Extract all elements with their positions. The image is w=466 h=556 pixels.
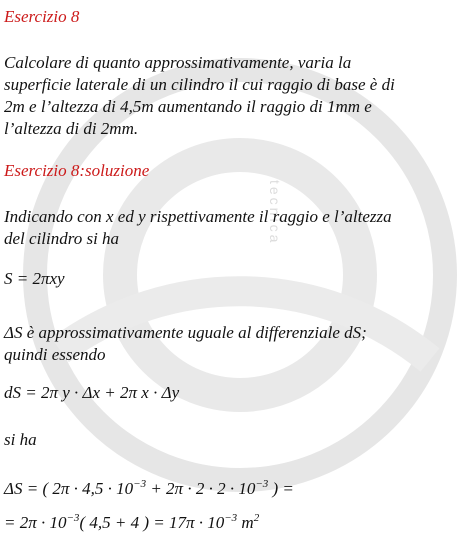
statement-line: l’altezza di di 2mm.	[4, 119, 139, 138]
differential-text	[4, 322, 367, 366]
final2-part-b: ( 4,5 + 4 ) = 17π · 10	[79, 513, 225, 532]
solution-intro	[4, 206, 392, 250]
final1-part-b: + 2π · 2 · 2 · 10	[146, 479, 256, 498]
statement-line: superficie laterale di un cilindro il cui raggio di base è di	[4, 75, 395, 94]
formula-differential: dS = 2π y · Δx + 2π x · Δy	[4, 383, 180, 402]
formula-final-line-1	[4, 478, 294, 500]
final2-exp-1: −3	[66, 512, 80, 524]
watermark-text: tecnica	[267, 180, 283, 246]
formula-final-line-2	[4, 512, 259, 534]
differential-line: ΔS è approssimativamente uguale al differenziale dS;	[4, 323, 367, 342]
final1-exp-2: −3	[255, 478, 269, 490]
exercise-title: Esercizio 8	[4, 7, 80, 26]
final2-part-a: = 2π · 10	[4, 513, 67, 532]
differential-line: quindi essendo	[4, 345, 106, 364]
final1-exp-1: −3	[133, 478, 147, 490]
exercise-statement	[4, 52, 395, 140]
formula-surface: S = 2πxy	[4, 269, 65, 288]
final2-exp-2: −3	[224, 512, 238, 524]
so-text: si ha	[4, 430, 37, 449]
intro-line: del cilindro si ha	[4, 229, 120, 248]
final1-part-c: ) =	[268, 479, 294, 498]
final1-part-a: ΔS = ( 2π · 4,5 · 10	[4, 479, 134, 498]
final2-exp-3: 2	[253, 512, 260, 524]
solution-title: Esercizio 8:soluzione	[4, 161, 150, 180]
statement-line: 2m e l’altezza di 4,5m aumentando il raggio di 1mm e	[4, 97, 372, 116]
statement-line: Calcolare di quanto approssimativamente, varia la	[4, 53, 352, 72]
final2-part-c: m	[237, 513, 254, 532]
intro-line: Indicando con x ed y rispettivamente il raggio e l’altezza	[4, 207, 392, 226]
